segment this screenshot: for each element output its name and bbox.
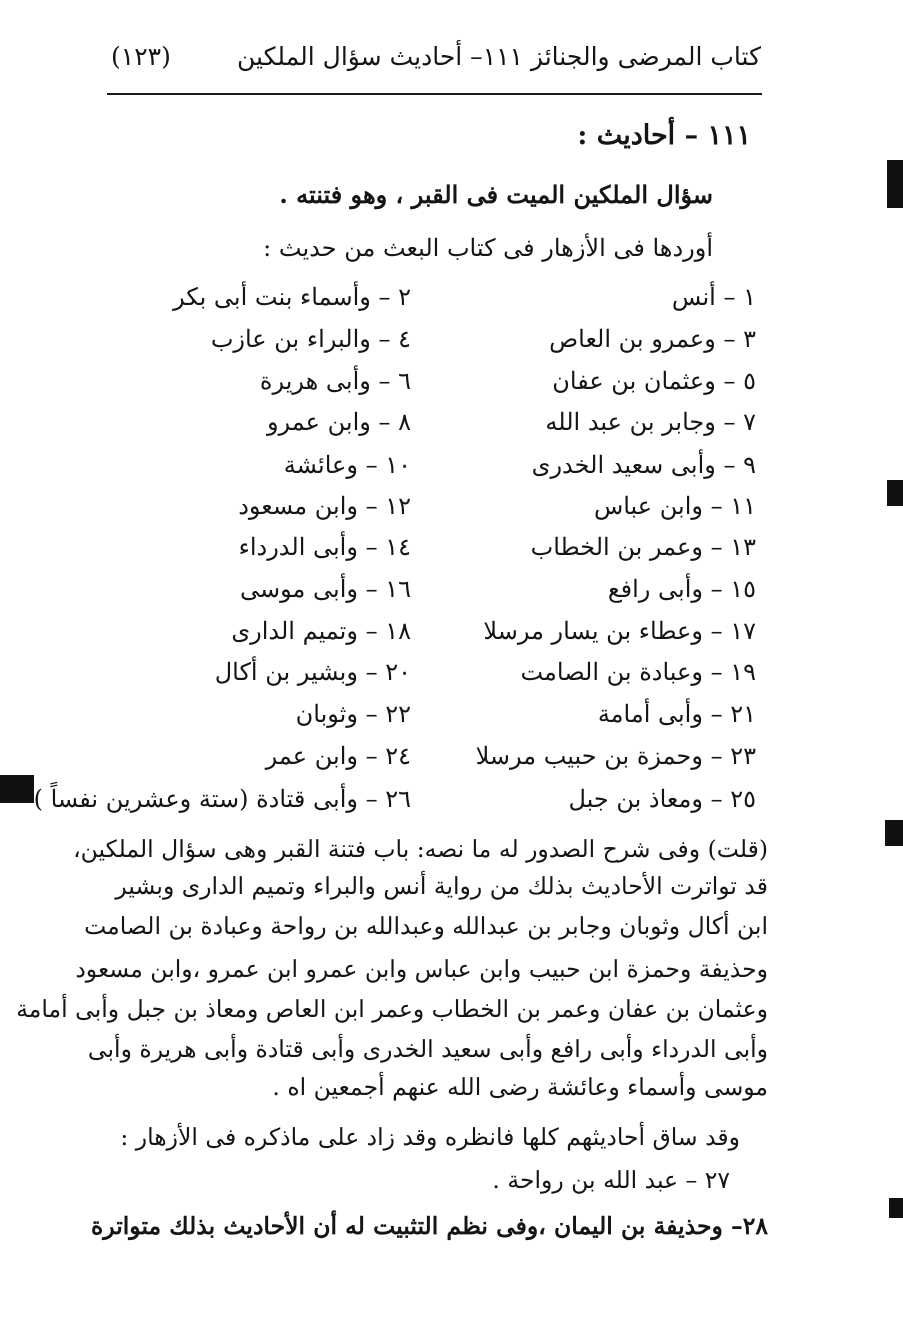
narrator-number: ١٢ <box>385 492 411 520</box>
narrator-number: ٤ <box>398 325 411 353</box>
section-intro: أوردها فى الأزهار فى كتاب البعث من حديث : <box>263 234 713 262</box>
narrator-item <box>568 785 756 813</box>
narrator-number: ١٧ <box>730 617 756 645</box>
narrator-number: ١٩ <box>730 658 756 686</box>
narrator-name: وابن عمرو <box>266 408 371 436</box>
narrator-dash: – <box>357 658 386 686</box>
narrator-number: ١٤ <box>385 533 411 561</box>
narrator-name: وأبى قتادة (ستة وعشرين نفساً ) <box>33 785 358 813</box>
narrator-item <box>520 658 756 686</box>
narrator-dash: – <box>357 492 386 520</box>
narrator-name: ومعاذ بن جبل <box>568 785 703 813</box>
narrator-dash: – <box>357 700 386 728</box>
section-subtitle: سؤال الملكين الميت فى القبر ، وهو فتنته . <box>279 180 713 209</box>
narrator-dash: – <box>702 533 731 561</box>
narrator-number: ١ <box>743 283 756 311</box>
narrator-dash: – <box>715 451 744 479</box>
page-edge-mark <box>887 160 903 208</box>
narrator-number: ١١ <box>730 492 756 520</box>
narrator-name: وثوبان <box>295 700 358 728</box>
narrator-dash: – <box>370 408 399 436</box>
narrator-dash: – <box>357 575 386 603</box>
narrator-dash: – <box>357 785 386 813</box>
narrator-item <box>240 575 411 603</box>
narrator-number: ٢١ <box>730 700 756 728</box>
narrator-name: وعمر بن الخطاب <box>530 533 703 561</box>
narrator-name: وأسماء بنت أبى بكر <box>173 283 371 311</box>
narrator-number: ٢٠ <box>385 658 411 686</box>
narrator-dash: – <box>715 283 744 311</box>
page-edge-tab <box>0 775 34 803</box>
narrator-item <box>34 785 411 813</box>
narrator-item <box>532 451 756 479</box>
narrator-item <box>215 658 411 686</box>
narrator-dash: – <box>702 617 731 645</box>
narrator-name: وأبى موسى <box>240 575 358 603</box>
narrator-name: وعبادة بن الصامت <box>520 658 703 686</box>
narrator-number: ١٣ <box>730 533 756 561</box>
narrator-number: ١٥ <box>730 575 756 603</box>
narrator-item <box>531 533 756 561</box>
narrator-name: وعثمان بن عفان <box>552 367 716 395</box>
narrator-name: وأبى رافع <box>607 575 703 603</box>
narrator-item <box>211 325 411 353</box>
narrator-number: ٢٦ <box>385 785 411 813</box>
narrator-dash: – <box>715 325 744 353</box>
closing-line: ٢٨– وحذيفة بن اليمان ،وفى نظم التثبيت له أن الأحاديث بذلك متواترة <box>90 1212 768 1240</box>
narrator-item <box>608 575 756 603</box>
narrator-name: وابن عباس <box>593 492 703 520</box>
narrator-number: ١٠ <box>385 451 411 479</box>
narrator-number: ٥ <box>743 367 756 395</box>
narrator-name: وأبى سعيد الخدرى <box>531 451 716 479</box>
narrator-name: والبراء بن عازب <box>210 325 371 353</box>
narrator-name: وجابر بن عبد الله <box>545 408 716 436</box>
narrator-item <box>672 283 756 311</box>
narrator-dash: – <box>357 451 386 479</box>
narrator-number: ٦ <box>398 367 411 395</box>
narrator-dash: – <box>715 367 744 395</box>
narrator-item <box>267 408 411 436</box>
narrator-item <box>231 617 411 645</box>
narrator-dash: – <box>357 533 386 561</box>
narrator-item <box>552 367 756 395</box>
narrator-dash: – <box>702 785 731 813</box>
narrator-name: وابن مسعود <box>238 492 358 520</box>
narrator-number: ٣ <box>743 325 756 353</box>
page-edge-mark <box>889 1198 903 1218</box>
narrator-item <box>266 742 411 770</box>
commentary-line: وأبى الدرداء وأبى رافع وأبى سعيد الخدرى وأبى قتادة وأبى هريرة وأبى <box>87 1035 768 1063</box>
commentary-line: قد تواترت الأحاديث بذلك من رواية أنس والبراء وتميم الدارى وبشير <box>115 872 768 900</box>
narrator-dash: – <box>715 408 744 436</box>
running-header-title: كتاب المرضى والجنائز ١١١– أحاديث سؤال الملكين <box>237 42 761 71</box>
narrator-name: وأبى الدرداء <box>238 533 358 561</box>
narrator-dash: – <box>702 492 731 520</box>
narrator-dash: – <box>370 283 399 311</box>
running-header <box>105 36 761 86</box>
narrator-item <box>476 742 756 770</box>
narrator-number: ١٨ <box>385 617 411 645</box>
commentary-line: موسى وأسماء وعائشة رضى الله عنهم أجمعين اه . <box>272 1073 768 1101</box>
narrator-item <box>594 492 756 520</box>
narrator-number: ٧ <box>743 408 756 436</box>
narrator-number: ٩ <box>743 451 756 479</box>
narrator-item <box>296 700 411 728</box>
narrator-dash: – <box>370 367 399 395</box>
closing-numbered-item: ٢٧ – عبد الله بن رواحة . <box>492 1166 730 1194</box>
section-heading: ١١١ – أحاديث : <box>577 120 751 151</box>
narrator-item <box>483 617 756 645</box>
narrator-dash: – <box>357 617 386 645</box>
narrator-number: ٢٢ <box>385 700 411 728</box>
narrator-name: وعطاء بن يسار مرسلا <box>483 617 703 645</box>
commentary-line: (قلت) وفى شرح الصدور له ما نصه: باب فتنة القبر وهى سؤال الملكين، <box>73 835 768 863</box>
commentary-line: ابن أكال وثوبان وجابر بن عبدالله وعبدالله بن رواحة وعبادة بن الصامت <box>84 912 768 940</box>
page-edge-mark <box>887 480 903 506</box>
narrator-dash: – <box>357 742 386 770</box>
narrator-name: وعمرو بن العاص <box>549 325 716 353</box>
narrator-number: ٢٥ <box>730 785 756 813</box>
narrator-name: وعائشة <box>283 451 358 479</box>
narrator-name: وتميم الدارى <box>231 617 358 645</box>
narrator-name: وابن عمر <box>265 742 358 770</box>
narrator-number: ٢٤ <box>385 742 411 770</box>
narrator-dash: – <box>702 575 731 603</box>
narrator-dash: – <box>370 325 399 353</box>
header-rule <box>107 93 762 95</box>
commentary-line: وعثمان بن عفان وعمر بن الخطاب وعمر ابن العاص ومعاذ بن جبل وأبى أمامة <box>16 995 768 1023</box>
narrator-item <box>549 325 756 353</box>
narrator-dash: – <box>702 658 731 686</box>
narrator-item <box>260 367 411 395</box>
closing-line: وقد ساق أحاديثهم كلها فانظره وقد زاد على ماذكره فى الأزهار : <box>120 1123 740 1151</box>
narrator-number: ٨ <box>398 408 411 436</box>
narrator-item <box>173 283 411 311</box>
narrator-number: ١٦ <box>385 575 411 603</box>
narrator-dash: – <box>702 700 731 728</box>
narrator-name: أنس <box>671 283 716 311</box>
narrator-item <box>598 700 756 728</box>
narrator-name: وأبى أمامة <box>597 700 703 728</box>
narrator-item <box>284 451 411 479</box>
narrator-item <box>238 492 411 520</box>
narrator-number: ٢٣ <box>730 742 756 770</box>
commentary-line: وحذيفة وحمزة ابن حبيب وابن عباس وابن عمرو ابن عمرو ،وابن مسعود <box>75 955 768 983</box>
narrator-name: وأبى هريرة <box>259 367 371 395</box>
narrator-dash: – <box>702 742 731 770</box>
narrator-name: وبشير بن أكال <box>214 658 358 686</box>
narrator-name: وحمزة بن حبيب مرسلا <box>475 742 703 770</box>
narrator-item <box>545 408 756 436</box>
narrator-item <box>239 533 411 561</box>
narrator-number: ٢ <box>398 283 411 311</box>
page-edge-mark <box>885 820 903 846</box>
page-number: (١٢٣) <box>111 42 171 71</box>
